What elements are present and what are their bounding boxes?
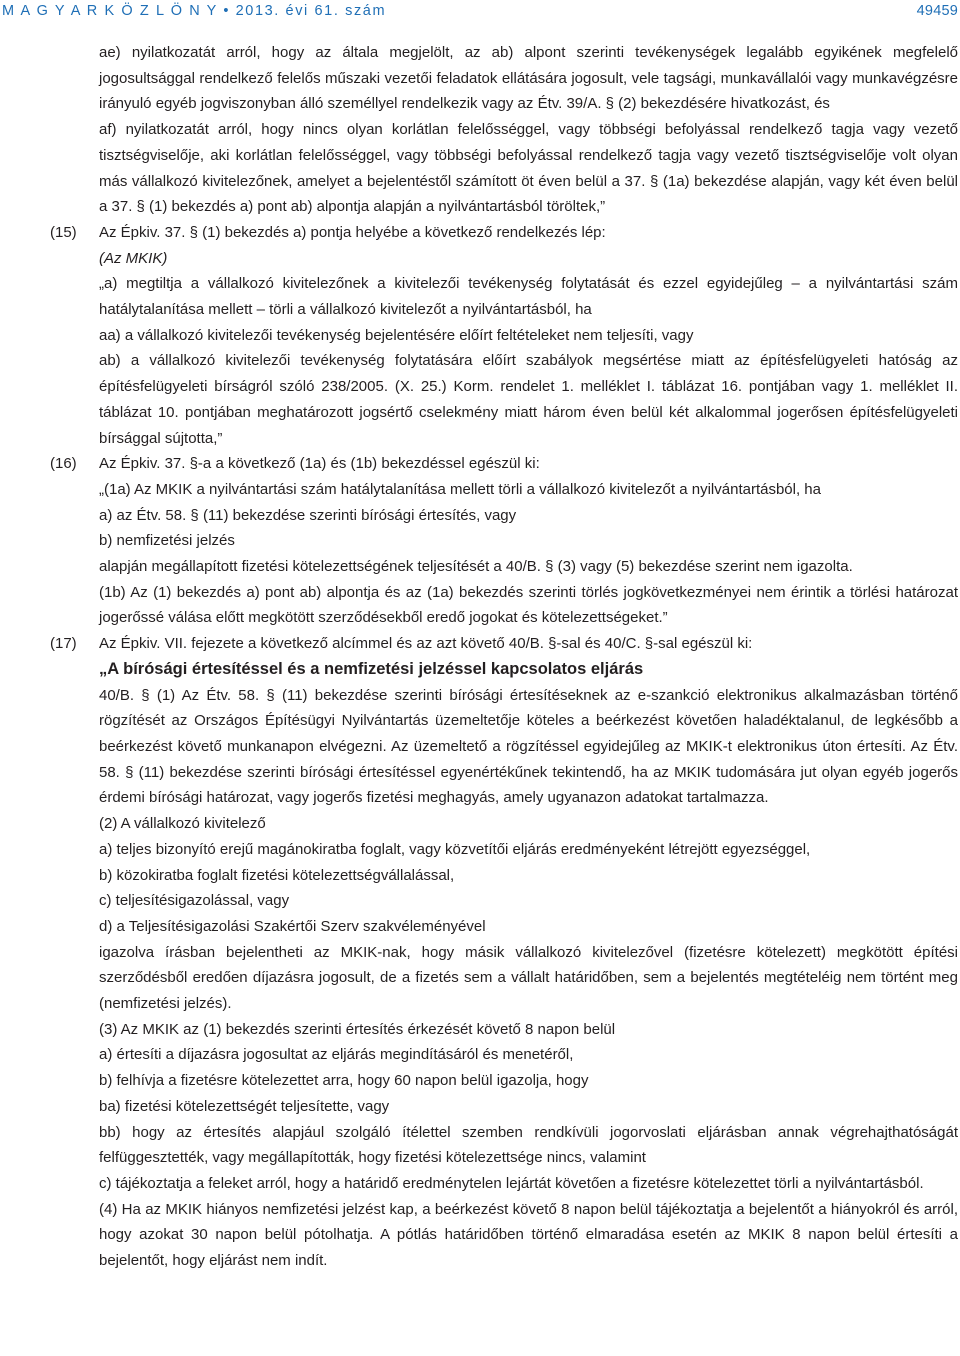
paragraph <box>99 503 958 529</box>
paragraph-text: ae) nyilatkozatát arról, hogy az általa megjelölt, az ab) alpont szerinti tevékenységek legalább egyikének megfelelő jogosultsággal rendelkező felelős műszaki vezetői feladatok ellátására jogosult, vele tagsági, munkavállalói vagy munkavégzésre irányuló egyéb jogviszonyban álló személlyel rendelkezik vagy az Étv. 39/A. § (2) bekezdésére hivatkozást, és <box>99 44 958 113</box>
paragraph-text: d) a Teljesítésigazolási Szakértői Szerv szakvéleményével <box>99 917 486 935</box>
paragraph <box>99 40 958 117</box>
paragraph <box>99 1197 958 1274</box>
paragraph-text: ba) fizetési kötelezettségét teljesítette, vagy <box>99 1097 390 1115</box>
paragraph-text: ab) a vállalkozó kivitelezői tevékenység folytatására előírt szabályok megsértése miatt az építésfelügyeleti hatóság az építésfelügyeleti bírságról szóló 238/2005. (X. 25.) Korm. rendelet 1. melléklet I. táblázat 16. pontjában vagy 1. melléklet II. táblázat 10. pontjában meghatározott jogsértő cselekmény miatt három éven belül két alkalommal jogerősen építésfelügyeleti bírsággal sújtotta,” <box>99 352 958 447</box>
paragraph <box>99 888 958 914</box>
paragraph <box>99 940 958 1017</box>
paragraph-text: 40/B. § (1) Az Étv. 58. § (11) bekezdése szerinti bírósági értesítéseknek az e-szankció elektronikus alkalmazásban történő rögzítését az Országos Építésügyi Nyilvántartás üzemeltetője köteles a beérkezést követően haladéktalanul, de legkésőbb a beérkezést követő munkanapon elvégezni. Az üzemeltető a rögzítéssel egyidejűleg az MKIK-t elektronikus úton értesíti. Az Étv. 58. § (11) bekezdése szerinti bírósági értesítéssel egyenértékűnek tekintendő, ha az MKIK tudomására jut olyan egyéb jogerős érdemi bírósági határozat, vagy jogerős fizetési meghagyás, amely ugyanazon adatokat tartalmazza. <box>99 686 958 807</box>
paragraph <box>99 1042 958 1068</box>
paragraph-number: (16) <box>50 455 77 473</box>
paragraph-text: b) közokiratba foglalt fizetési kötelezettségvállalással, <box>99 866 455 884</box>
paragraph <box>99 528 958 554</box>
paragraph-text: a) teljes bizonyító erejű magánokiratba foglalt, vagy közvetítői eljárás eredményeként létrejött egyezséggel, <box>99 840 811 858</box>
paragraph-text: b) felhívja a fizetésre kötelezettet arra, hogy 60 napon belül igazolja, hogy <box>99 1072 589 1090</box>
paragraph-text: (2) A vállalkozó kivitelező <box>99 815 266 833</box>
paragraph <box>99 580 958 631</box>
paragraph-text: (3) Az MKIK az (1) bekezdés szerinti értesítés érkezését követő 8 napon belül <box>99 1020 616 1038</box>
paragraph-text: c) teljesítésigazolással, vagy <box>99 892 290 910</box>
paragraph-text: b) nemfizetési jelzés <box>99 532 235 550</box>
paragraph <box>99 323 958 349</box>
paragraph-text: (4) Ha az MKIK hiányos nemfizetési jelzést kap, a beérkezést követő 8 napon belül tájékoztatja a bejelentőt a hiányokról és arról, hogy azokat 30 napon belül pótolhatja. A pótlás határidőben történő elmaradása esetén az MKIK 8 napon belül értesíti a bejelentőt, hogy eljárást nem indít. <box>99 1200 958 1270</box>
paragraph-text: „a) megtiltja a vállalkozó kivitelezőnek a kivitelezői tevékenység folytatását és ezzel egyidejűleg – a nyilvántartási szám hatálytalanítása mellett – törli a vállalkozó kivitelezőt a nyilvántartásból, ha <box>99 275 958 319</box>
paragraph <box>99 683 958 812</box>
paragraph-text: Az Épkiv. 37. § (1) bekezdés a) pontja helyébe a következő rendelkezés lép: <box>99 223 606 241</box>
paragraph-text: bb) hogy az értesítés alapjául szolgáló ítélettel szemben rendkívüli jogorvoslati eljárásban annak végrehajthatóságát felfüggesztették, vagy megállapították, hogy fizetési kötelezettsége nincs, valamint <box>99 1123 958 1167</box>
paragraph <box>99 914 958 940</box>
paragraph <box>99 837 958 863</box>
paragraph <box>99 811 958 837</box>
journal-title: M A G Y A R K Ö Z L Ö N Y • 2013. évi 61. szám <box>2 3 387 19</box>
paragraph <box>50 631 958 657</box>
paragraph <box>99 1171 958 1197</box>
paragraph <box>99 117 958 220</box>
paragraph-text: a) értesíti a díjazásra jogosultat az eljárás megindításáról és menetéről, <box>99 1046 574 1064</box>
paragraph-text: (Az MKIK) <box>99 249 168 267</box>
paragraph <box>99 246 958 272</box>
paragraph-text: Az Épkiv. VII. fejezete a következő alcímmel és az azt követő 40/B. §-sal és 40/C. §-sal egészül ki: <box>99 635 753 653</box>
paragraph <box>50 451 958 477</box>
paragraph-text: „A bírósági értesítéssel és a nemfizetési jelzéssel kapcsolatos eljárás <box>99 659 644 678</box>
paragraph <box>99 1068 958 1094</box>
paragraph-number: (17) <box>50 635 77 653</box>
paragraph-text: igazolva írásban bejelentheti az MKIK-nak, hogy másik vállalkozó kivitelezővel (fizetésre kötelezett) megkötött építési szerződésből eredően díjazásra jogosult, de a fizetés sem a vállalt határidőben, sem a bejelentés megtételéig nem történt meg (nemfizetési jelzés). <box>99 943 958 1013</box>
paragraph <box>99 1094 958 1120</box>
page-number: 49459 <box>916 3 958 19</box>
paragraph-text: „(1a) Az MKIK a nyilvántartási szám hatálytalanítása mellett törli a vállalkozó kivitelezőt a nyilvántartásból, ha <box>99 480 821 498</box>
paragraph-text: af) nyilatkozatát arról, hogy nincs olyan korlátlan felelősséggel, vagy többségi befolyással rendelkező tagja vagy vezető tisztségviselője, aki korlátlan felelősséggel, vagy többségi befolyással rendelkező tagja vagy vezető tisztségviselője volt olyan más vállalkozó kivitelezőnek, amelyet a bejelentéstől számított öt éven belül a 37. § (1a) bekezdése alapján, vagy két éven belül a 37. § (1) bekezdés a) pont ab) alpontja alapján a nyilvántartásból töröltek,” <box>99 121 958 216</box>
paragraph <box>50 220 958 246</box>
paragraph-text: c) tájékoztatja a feleket arról, hogy a határidő eredménytelen lejártát követően a fizetésre kötelezettet törli a nyilvántartásból. <box>99 1174 924 1192</box>
paragraph <box>99 271 958 322</box>
paragraph <box>99 477 958 503</box>
page-header <box>0 0 960 22</box>
paragraph <box>99 554 958 580</box>
paragraph <box>99 348 958 451</box>
paragraph <box>99 1120 958 1171</box>
paragraph <box>99 657 958 683</box>
paragraph-text: Az Épkiv. 37. §-a a következő (1a) és (1b) bekezdéssel egészül ki: <box>99 455 540 473</box>
paragraph <box>99 1017 958 1043</box>
paragraph-number: (15) <box>50 223 77 241</box>
document-body <box>50 40 958 1274</box>
paragraph-text: alapján megállapított fizetési kötelezettségének teljesítését a 40/B. § (3) vagy (5) bekezdése szerint nem igazolta. <box>99 558 853 576</box>
paragraph-text: (1b) Az (1) bekezdés a) pont ab) alpontja és az (1a) bekezdés szerinti törlés jogkövetkezményei nem érintik a törlési határozat jogerőssé válása előtt megkötött szerződésekből eredő jogokat és kötelezettségeket.” <box>99 583 958 627</box>
paragraph-text: a) az Étv. 58. § (11) bekezdése szerinti bírósági értesítés, vagy <box>99 506 517 524</box>
paragraph <box>99 863 958 889</box>
paragraph-text: aa) a vállalkozó kivitelezői tevékenység bejelentésére előírt feltételeket nem teljesíti, vagy <box>99 326 694 344</box>
